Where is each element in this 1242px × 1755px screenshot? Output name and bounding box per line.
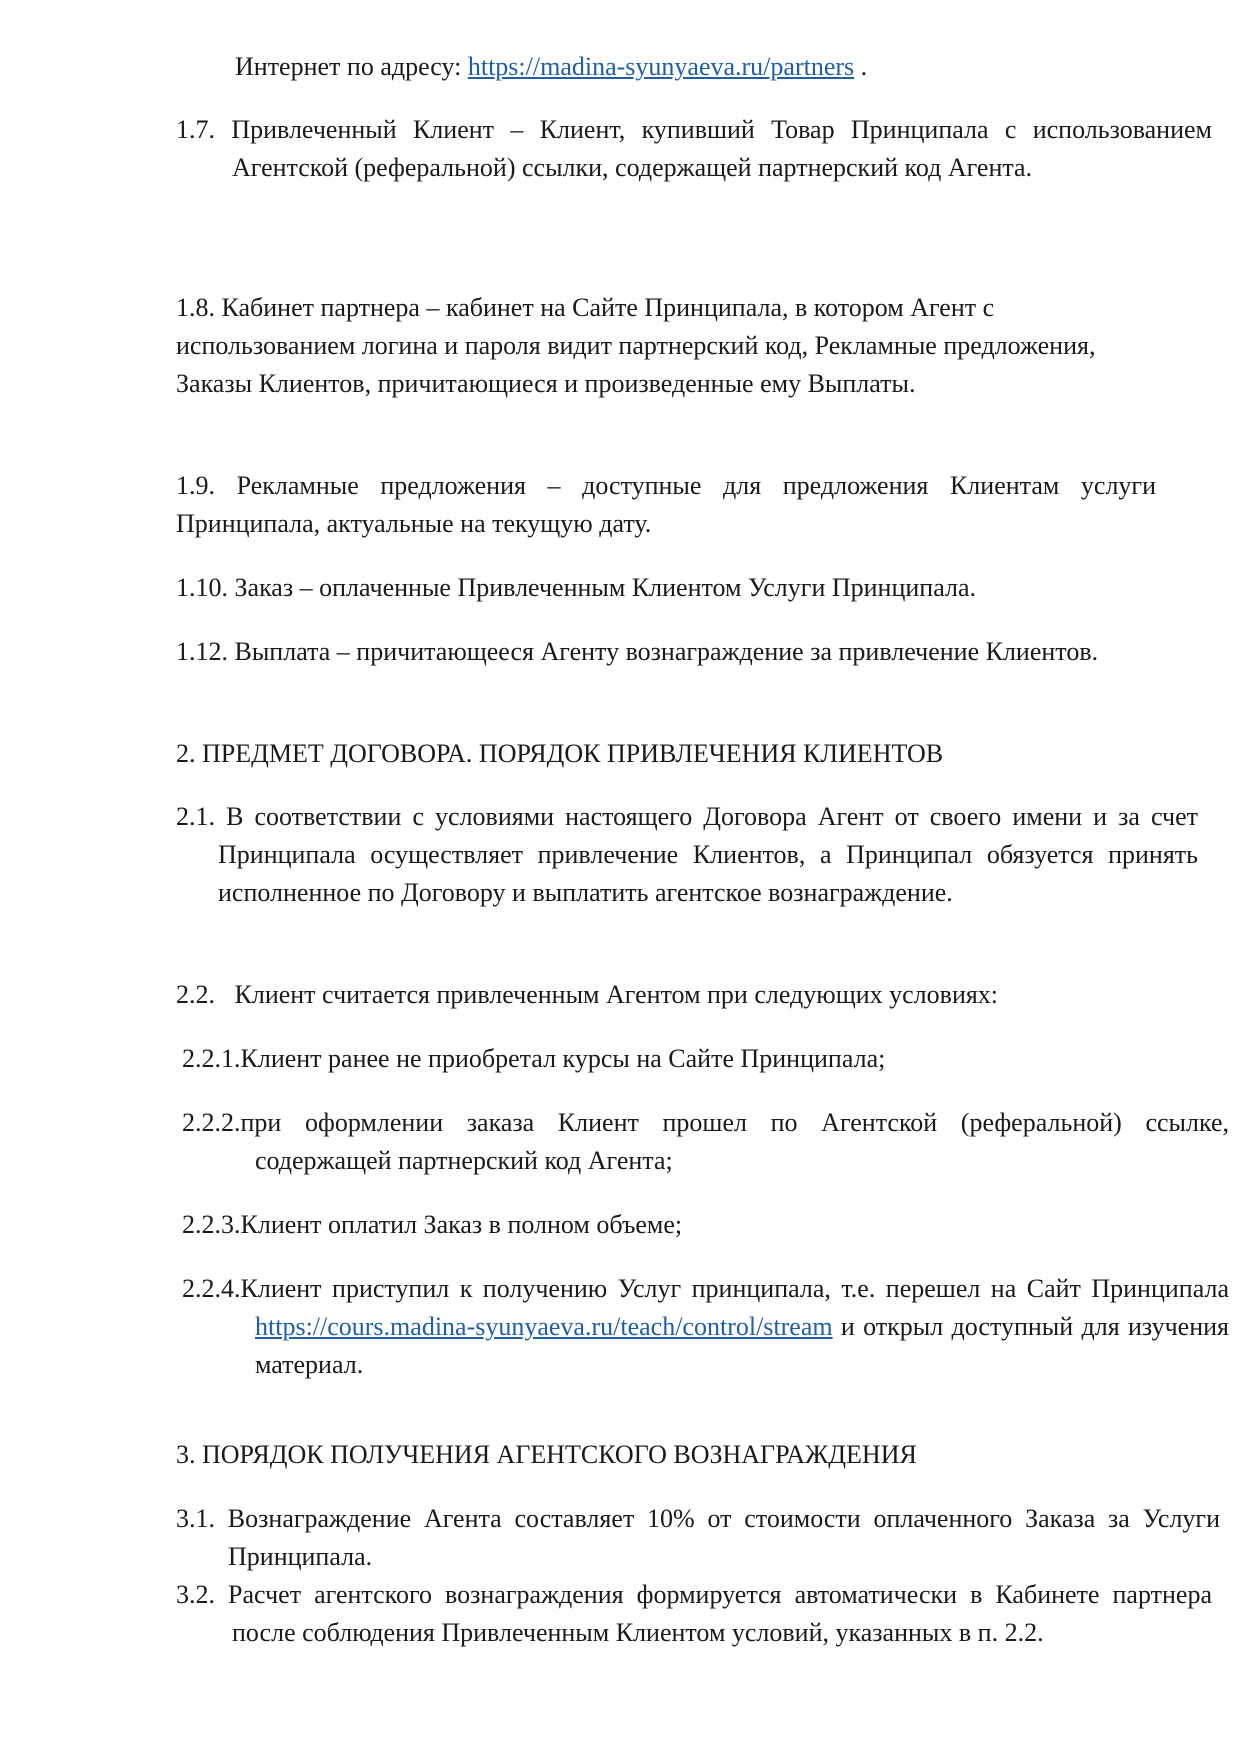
intro-suffix: . — [854, 52, 868, 81]
clause-2-2-4 — [182, 1270, 1229, 1384]
clause-2-2-4-text-after: и открыл доступный для изучения материал. — [255, 1312, 1229, 1379]
section-2-heading: 2. ПРЕДМЕТ ДОГОВОРА. ПОРЯДОК ПРИВЛЕЧЕНИЯ КЛИЕНТОВ — [176, 739, 944, 768]
clause-2-1: 2.1. В соответствии с условиями настоящего Договора Агент от своего имени и за счет Принципала осуществляет привлечение Клиентов, а Принципал обязуется принять исполненное по Договору и выплатить агентское вознаграждение. — [176, 802, 1198, 907]
clause-1-8: 1.8. Кабинет партнера – кабинет на Сайте Принципала, в котором Агент с использованием логина и пароля видит партнерский код, Рекламные предложения, Заказы Клиентов, причитающиеся и произведенные ему Выплаты. — [176, 293, 1096, 398]
partners-link[interactable]: https://madina-syunyaeva.ru/partners — [467, 52, 855, 81]
clause-1-12: 1.12. Выплата – причитающееся Агенту вознаграждение за привлечение Клиентов. — [176, 637, 1099, 666]
clause-2-2-4-text-before: 2.2.4.Клиент приступил к получению Услуг принципала, т.е. перешел на Сайт Принципала — [182, 1274, 1229, 1303]
intro-line — [235, 48, 1135, 86]
clause-3-2: 3.2. Расчет агентского вознаграждения формируется автоматически в Кабинете партнера после соблюдения Привлеченным Клиентом условий, указанных в п. 2.2. — [176, 1580, 1212, 1647]
clause-2-2-2: 2.2.2.при оформлении заказа Клиент прошел по Агентской (реферальной) ссылке, содержащей партнерский код Агента; — [182, 1108, 1229, 1175]
clause-1-9: 1.9. Рекламные предложения – доступные для предложения Клиентам услуги Принципала, актуальные на текущую дату. — [176, 471, 1156, 538]
clause-1-10: 1.10. Заказ – оплаченные Привлеченным Клиентом Услуги Принципала. — [176, 573, 976, 602]
section-3-heading: 3. ПОРЯДОК ПОЛУЧЕНИЯ АГЕНТСКОГО ВОЗНАГРАЖДЕНИЯ — [176, 1440, 917, 1469]
clause-1-7: 1.7. Привлеченный Клиент – Клиент, купивший Товар Принципала с использованием Агентской (реферальной) ссылки, содержащей партнерский код Агента. — [176, 115, 1212, 182]
clause-2-2-3: 2.2.3.Клиент оплатил Заказ в полном объеме; — [182, 1210, 683, 1239]
clause-2-2-1: 2.2.1.Клиент ранее не приобретал курсы на Сайте Принципала; — [182, 1044, 886, 1073]
intro-prefix: Интернет по адресу: — [235, 52, 468, 81]
clause-3-1: 3.1. Вознаграждение Агента составляет 10% от стоимости оплаченного Заказа за Услуги Принципала. — [176, 1504, 1220, 1571]
clause-2-2: 2.2. Клиент считается привлеченным Агентом при следующих условиях: — [176, 980, 999, 1009]
course-stream-link[interactable]: https://cours.madina-syunyaeva.ru/teach/control/stream — [255, 1312, 833, 1341]
